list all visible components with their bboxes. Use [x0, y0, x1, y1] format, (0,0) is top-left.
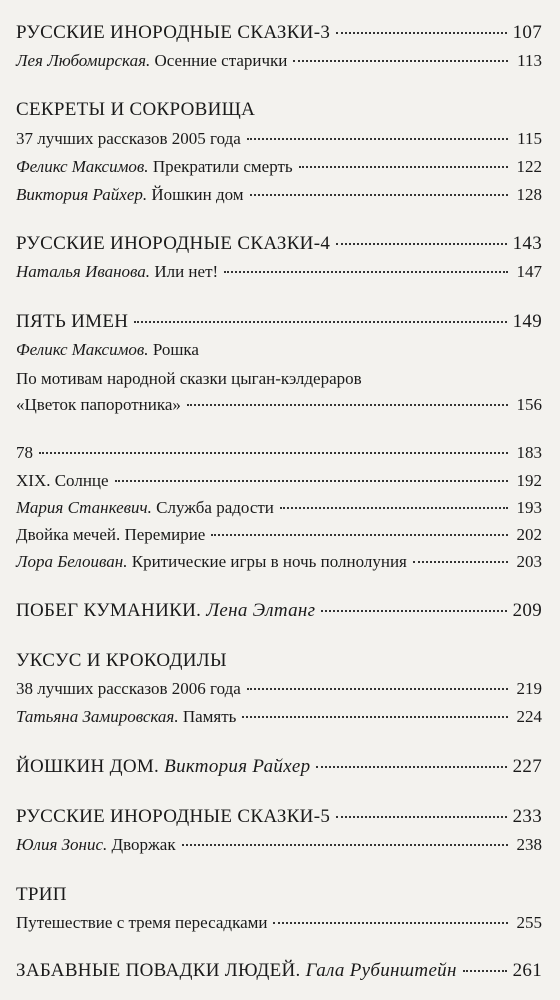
dot-leader: [134, 321, 506, 323]
toc-entry-text: [16, 806, 330, 828]
toc-entry: [16, 834, 542, 856]
toc-entry-text: [16, 600, 315, 622]
toc-title: Память: [178, 707, 237, 726]
toc-entry-text: [16, 497, 274, 519]
page-number: 193: [516, 498, 542, 517]
page-number: 113: [517, 51, 542, 70]
toc-entry-text: [16, 834, 176, 856]
toc-title: «Цветок папоротника»: [16, 395, 181, 414]
toc-entry-text: [16, 756, 310, 778]
toc-entry-text: [16, 99, 255, 121]
toc-entry: [16, 311, 542, 333]
page-number: 233: [512, 806, 542, 827]
toc-title: Путешествие с тремя пересадками: [16, 913, 268, 932]
toc-author: Лора Белоиван.: [16, 552, 128, 571]
page-number: 143: [512, 233, 542, 254]
toc-title: По мотивам народной сказки цыган-кэлдераров: [16, 369, 362, 388]
toc-title: ТРИП: [16, 884, 67, 905]
toc-title: ЗАБАВНЫЕ ПОВАДКИ ЛЮДЕЙ.: [16, 960, 301, 981]
toc-entry-text: [16, 706, 236, 728]
toc-entry-text: [16, 678, 241, 700]
dot-leader: [321, 610, 506, 612]
toc-author: Мария Станкевич.: [16, 498, 152, 517]
toc-title: ПОБЕГ КУМАНИКИ.: [16, 600, 202, 621]
toc-entry-text: [16, 524, 205, 546]
dot-leader: [115, 480, 508, 482]
toc-author: Гала Рубинштейн: [300, 960, 457, 981]
dot-leader: [463, 970, 507, 972]
toc-title: Или нет!: [150, 262, 219, 281]
dot-leader: [293, 60, 508, 62]
dot-leader: [336, 816, 506, 818]
toc-title: РУССКИЕ ИНОРОДНЫЕ СКАЗКИ-4: [16, 233, 331, 254]
toc-author: Виктория Райхер: [159, 756, 311, 777]
dot-leader: [336, 32, 506, 34]
toc-entry-text: [16, 442, 33, 464]
toc-entry: [16, 600, 542, 622]
toc-entry: [16, 551, 542, 573]
dot-leader: [336, 243, 506, 245]
toc-title: Двойка мечей. Перемирие: [16, 525, 206, 544]
toc-entry-text: [16, 470, 109, 492]
page-number: 227: [512, 756, 542, 777]
toc-title: Критические игры в ночь полнолуния: [127, 552, 407, 571]
toc-entry: [16, 261, 542, 283]
dot-leader: [280, 507, 508, 509]
toc-author: Лея Любомирская.: [16, 51, 151, 70]
toc-entry-text: [16, 912, 267, 934]
toc-title: УКСУС И КРОКОДИЛЫ: [16, 650, 227, 671]
page-number: 128: [516, 185, 542, 204]
page-number: 261: [512, 960, 542, 981]
toc-entry: [16, 884, 542, 906]
toc-author: Феликс Максимов.: [16, 157, 149, 176]
toc-entry: [16, 706, 542, 728]
dot-leader: [250, 194, 508, 196]
toc-title: 38 лучших рассказов 2006 года: [16, 679, 241, 698]
toc-entry-text: [16, 650, 227, 672]
page-number: 156: [516, 395, 542, 414]
toc-title: 78: [16, 443, 33, 462]
toc-entry-text: [16, 184, 244, 206]
dot-leader: [224, 271, 508, 273]
page-number: 107: [512, 22, 542, 43]
toc-entry: [16, 394, 542, 416]
dot-leader: [187, 404, 508, 406]
toc-entry-text: [16, 339, 199, 361]
toc-title: Осенние старички: [150, 51, 288, 70]
toc-entry: [16, 524, 542, 546]
toc-entry: [16, 156, 542, 178]
toc-author: Татьяна Замировская.: [16, 707, 179, 726]
toc-title: Служба радости: [151, 498, 274, 517]
dot-leader: [316, 766, 506, 768]
toc-entry: [16, 756, 542, 778]
toc-entry: [16, 339, 542, 361]
toc-title: Рошка: [148, 340, 199, 359]
toc-entry-text: [16, 22, 330, 44]
toc-entry: [16, 912, 542, 934]
toc-entry: [16, 22, 542, 44]
toc-entry: [16, 650, 542, 672]
page-number: 224: [516, 707, 542, 726]
toc-entry-text: [16, 50, 287, 72]
page-number: 149: [512, 311, 542, 332]
page-number: 192: [516, 471, 542, 490]
toc-title: ЙОШКИН ДОМ.: [16, 756, 160, 777]
dot-leader: [299, 166, 508, 168]
toc-entry: [16, 99, 542, 121]
toc-entry-text: [16, 884, 67, 906]
toc-title: 37 лучших рассказов 2005 года: [16, 129, 241, 148]
toc-author: Юлия Зонис.: [16, 835, 108, 854]
toc-title: РУССКИЕ ИНОРОДНЫЕ СКАЗКИ-3: [16, 22, 331, 43]
page-number: 219: [516, 679, 542, 698]
page-number: 209: [512, 600, 542, 621]
toc-title: СЕКРЕТЫ И СОКРОВИЩА: [16, 99, 256, 120]
toc-entry-text: [16, 368, 362, 390]
toc-entry: [16, 678, 542, 700]
page-number: 115: [517, 129, 542, 148]
page-number: 203: [516, 552, 542, 571]
page-number: 238: [516, 835, 542, 854]
page-number: 122: [516, 157, 542, 176]
toc-title: РУССКИЕ ИНОРОДНЫЕ СКАЗКИ-5: [16, 806, 331, 827]
toc-entry: [16, 806, 542, 828]
toc-entry-text: [16, 960, 457, 982]
toc-entry-text: [16, 233, 330, 255]
toc-author: Лена Элтанг: [201, 600, 316, 621]
dot-leader: [211, 534, 508, 536]
dot-leader: [182, 844, 508, 846]
dot-leader: [247, 688, 508, 690]
page-number: 255: [516, 913, 542, 932]
toc-entry: [16, 50, 542, 72]
toc-title: Дворжак: [107, 835, 176, 854]
toc-title: Прекратили смерть: [148, 157, 293, 176]
toc-entry-text: [16, 394, 181, 416]
toc-title: ПЯТЬ ИМЕН: [16, 311, 129, 332]
toc-entry: [16, 960, 542, 982]
dot-leader: [39, 452, 508, 454]
toc-author: Виктория Райхер.: [16, 185, 148, 204]
toc-entry: [16, 233, 542, 255]
toc-author: Феликс Максимов.: [16, 340, 149, 359]
toc-entry-text: [16, 261, 218, 283]
toc-entry: [16, 470, 542, 492]
toc-entry: [16, 184, 542, 206]
page-number: 183: [516, 443, 542, 462]
page-number: 202: [516, 525, 542, 544]
dot-leader: [413, 561, 508, 563]
dot-leader: [273, 922, 508, 924]
toc-entry: [16, 442, 542, 464]
page-number: 147: [516, 262, 542, 281]
toc-entry-text: [16, 311, 128, 333]
toc-entry: [16, 368, 542, 390]
toc-title: Йошкин дом: [147, 185, 244, 204]
toc-author: Наталья Иванова.: [16, 262, 151, 281]
toc-entry: [16, 497, 542, 519]
toc-entry-text: [16, 551, 407, 573]
toc-entry-text: [16, 156, 293, 178]
toc-title: XIX. Солнце: [16, 471, 109, 490]
dot-leader: [242, 716, 508, 718]
toc-entry: [16, 128, 542, 150]
dot-leader: [247, 138, 508, 140]
toc-entry-text: [16, 128, 241, 150]
